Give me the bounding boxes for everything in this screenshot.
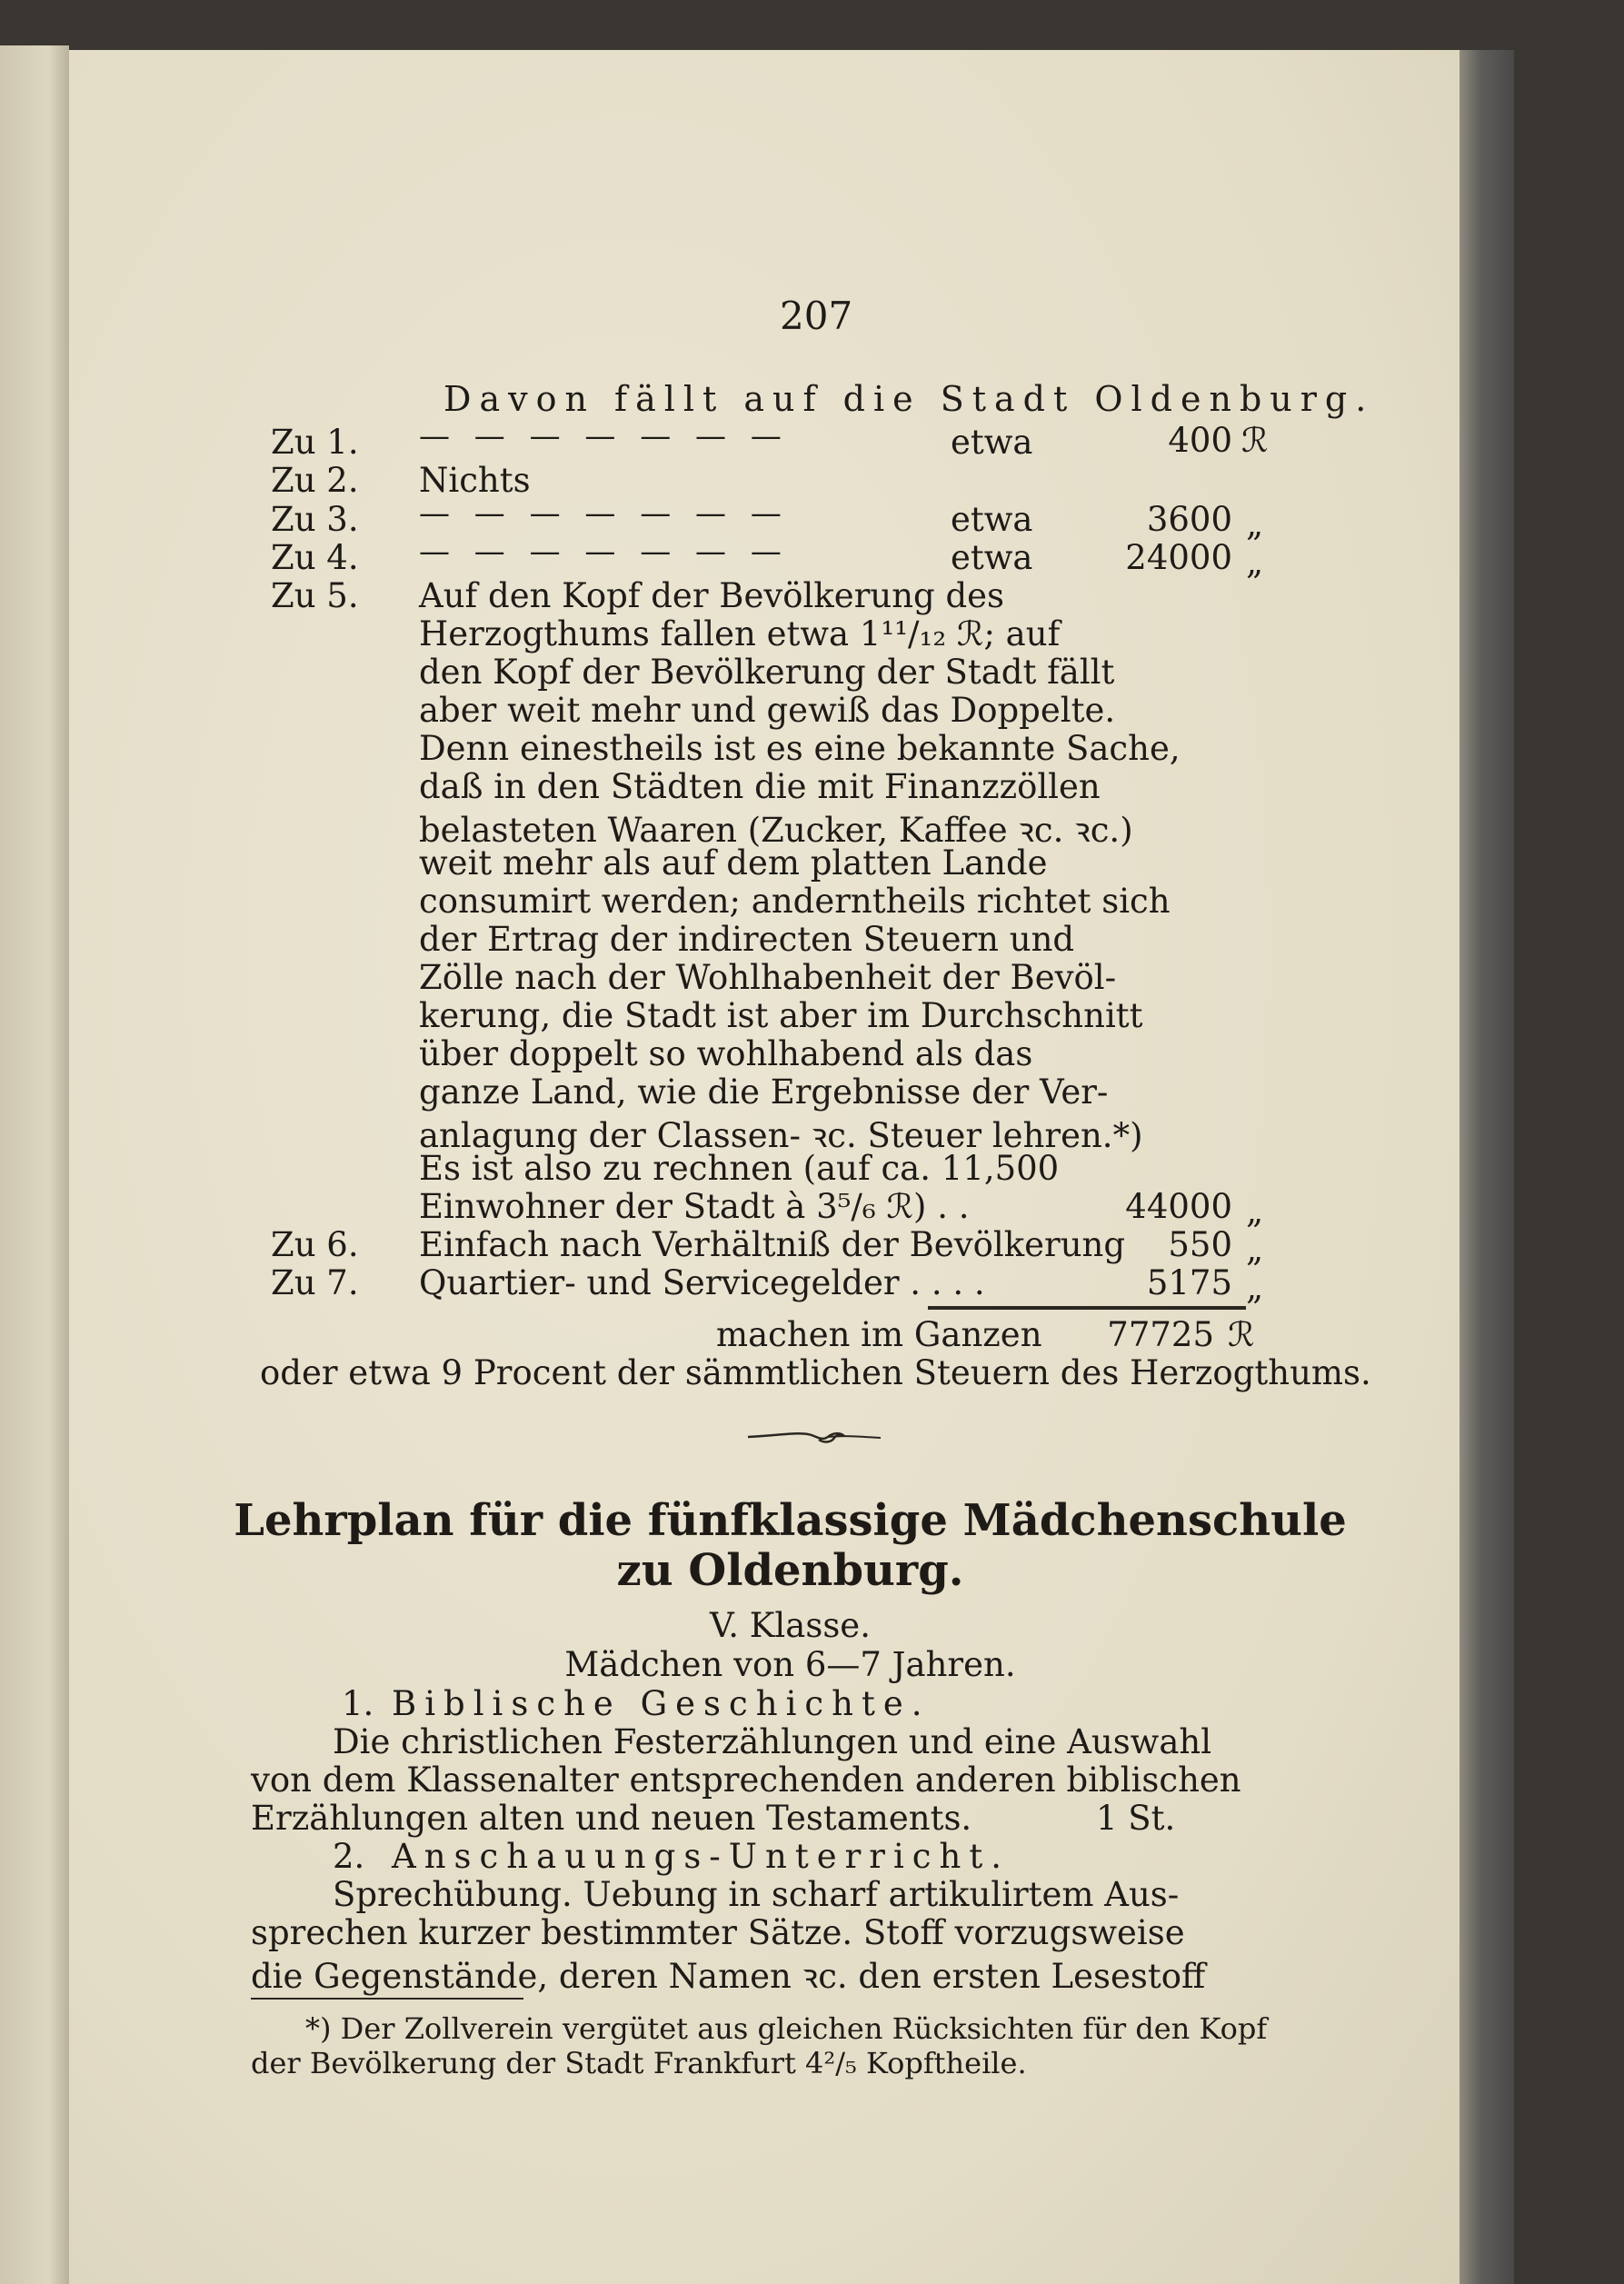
page-number: 207 <box>780 294 853 338</box>
book-cover-edge <box>1460 50 1514 2284</box>
row-label: Zu 3. <box>271 500 359 539</box>
section-number: 2. <box>333 1837 365 1876</box>
ornament-divider <box>746 1422 882 1448</box>
text-line: Es ist also zu rechnen (auf ca. 11,500 <box>419 1149 1060 1188</box>
text-line: kerung, die Stadt ist aber im Durchschnitt <box>419 996 1143 1035</box>
age-heading: Mädchen von 6—7 Jahren. <box>564 1645 1016 1684</box>
text-line: Zölle nach der Wohlhabenheit der Bevöl- <box>419 958 1117 997</box>
allocation-heading: Davon fällt auf die Stadt Oldenburg. <box>443 379 1375 419</box>
lehrplan-title-line2: zu Oldenburg. <box>616 1545 964 1596</box>
row-amount: 550 <box>1168 1225 1232 1264</box>
summary-line: oder etwa 9 Procent der sämmtlichen Steuern des Herzogthums. <box>260 1353 1371 1392</box>
section-title: Biblische Geschichte. <box>392 1684 931 1723</box>
row-dashes: — — — — — — — <box>419 495 789 532</box>
text-line: Herzogthums fallen etwa 1¹¹/₁₂ ℛ; auf <box>419 614 1061 653</box>
row-amount: 44000 <box>1125 1187 1232 1226</box>
row-dashes: — — — — — — — <box>419 534 789 570</box>
facing-page-edge <box>0 45 69 2284</box>
total-amount: 77725 <box>1107 1315 1214 1354</box>
row-label: Zu 5. <box>271 576 359 615</box>
sum-rule <box>928 1306 1246 1310</box>
text-line: Erzählungen alten und neuen Testaments. <box>251 1799 972 1838</box>
row-dashes: — — — — — — — <box>419 418 789 454</box>
footnote-line: der Bevölkerung der Stadt Frankfurt 4²/₅ Kopftheile. <box>251 2046 1027 2080</box>
row-amount: 5175 <box>1146 1263 1232 1302</box>
section-number: 1. <box>342 1684 374 1723</box>
text-line: Sprechübung. Uebung in scharf artikulirtem Aus- <box>333 1875 1180 1914</box>
text-line: belasteten Waaren (Zucker, Kaffee ꝛc. ꝛc.) <box>419 811 1133 850</box>
total-unit: ℛ <box>1228 1315 1255 1354</box>
row-label: Zu 2. <box>271 461 359 500</box>
section-title: Anschauungs-Unterricht. <box>392 1837 1010 1876</box>
text-line: Denn einestheils ist es eine bekannte Sache, <box>419 729 1181 768</box>
text-line: aber weit mehr und gewiß das Doppelte. <box>419 691 1116 730</box>
text-line: sprechen kurzer bestimmter Sätze. Stoff vorzugsweise <box>251 1913 1185 1952</box>
row-label: Zu 7. <box>271 1263 359 1302</box>
row-qualifier: etwa <box>951 423 1033 462</box>
row-amount: 24000 <box>1125 538 1232 577</box>
row-unit: ℛ <box>1241 421 1269 460</box>
row-text: Nichts <box>419 461 531 500</box>
class-heading: V. Klasse. <box>710 1606 871 1645</box>
text-line: consumirt werden; anderntheils richtet sich <box>419 882 1171 921</box>
text-line: über doppelt so wohlhabend als das <box>419 1034 1033 1073</box>
row-label: Zu 4. <box>271 538 359 577</box>
footnote-line: *) Der Zollverein vergütet aus gleichen Rücksichten für den Kopf <box>305 2011 1268 2046</box>
text-line: Die christlichen Festerzählungen und eine Auswahl <box>333 1722 1212 1761</box>
text-line: der Ertrag der indirecten Steuern und <box>419 920 1075 959</box>
row-unit: „ <box>1246 1230 1264 1269</box>
row-unit: „ <box>1246 543 1264 582</box>
row-qualifier: etwa <box>951 538 1033 577</box>
section-hours: 1 St. <box>1096 1799 1176 1838</box>
row-unit: „ <box>1246 1192 1264 1231</box>
text-line: die Gegenstände, deren Namen ꝛc. den ersten Lesestoff <box>251 1957 1206 1996</box>
text-line: Auf den Kopf der Bevölkerung des <box>419 576 1005 615</box>
row-unit: „ <box>1246 504 1264 544</box>
row-amount: 3600 <box>1146 500 1232 539</box>
row-label: Zu 1. <box>271 423 359 462</box>
text-line: Einwohner der Stadt à 3⁵/₆ ℛ) . . <box>419 1187 970 1226</box>
footnote-rule <box>251 1998 523 2000</box>
text-line: weit mehr als auf dem platten Lande <box>419 843 1048 883</box>
row-label: Zu 6. <box>271 1225 359 1264</box>
row-text: Quartier- und Servicegelder . . . . <box>419 1263 985 1302</box>
text-line: ganze Land, wie die Ergebnisse der Ver- <box>419 1072 1109 1112</box>
text-line: anlagung der Classen- ꝛc. Steuer lehren.*) <box>419 1116 1143 1155</box>
row-unit: „ <box>1246 1268 1264 1307</box>
text-line: den Kopf der Bevölkerung der Stadt fällt <box>419 653 1115 692</box>
row-text: Einfach nach Verhältniß der Bevölkerung <box>419 1225 1126 1264</box>
text-line: daß in den Städten die mit Finanzzöllen <box>419 767 1101 806</box>
lehrplan-title: Lehrplan für die fünfklassige Mädchenschule <box>234 1495 1347 1546</box>
total-label: machen im Ganzen <box>716 1315 1042 1354</box>
row-amount: 400 <box>1168 421 1232 460</box>
row-qualifier: etwa <box>951 500 1033 539</box>
text-line: von dem Klassenalter entsprechenden anderen biblischen <box>251 1760 1241 1800</box>
book-page <box>69 50 1460 2284</box>
